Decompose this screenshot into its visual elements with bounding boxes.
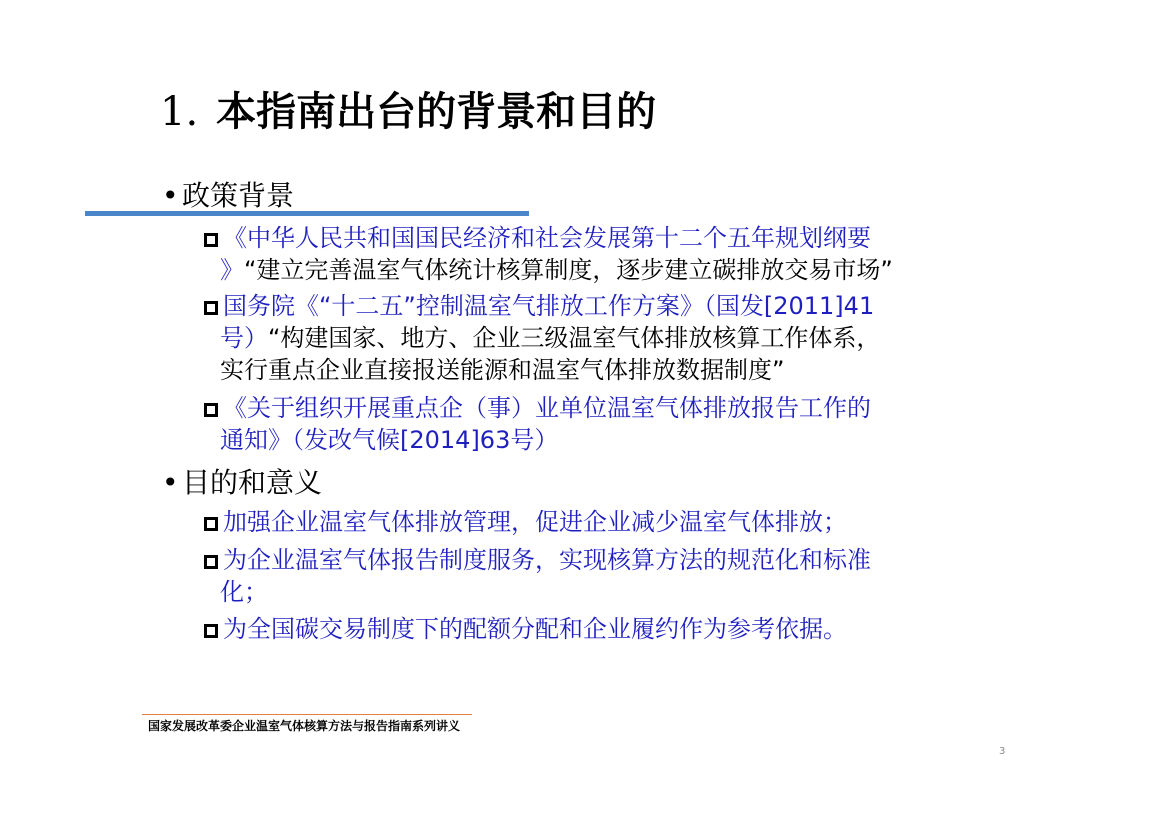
list-item-quote: “构建国家、地方、企业三级温室气体排放核算工作体系，: [268, 324, 881, 352]
list-item-strengthen-management: [204, 506, 847, 538]
square-bullet-icon: [204, 555, 218, 569]
list-item-carbon-trading: [204, 613, 847, 645]
title-underline-bar: [85, 211, 529, 216]
list-item-line: 通知》（发改气候[2014]63号）: [220, 426, 559, 454]
title-text: 本指南出台的背景和目的: [216, 88, 657, 135]
square-bullet-icon: [204, 233, 218, 247]
section-heading-purpose: [162, 465, 322, 501]
list-item-notice-2014: [204, 392, 871, 456]
section-heading-text: 目的和意义: [182, 466, 323, 499]
list-item-quote: “建立完善温室气体统计核算制度，逐步建立碳排放交易市场”: [244, 256, 893, 284]
square-bullet-icon: [204, 403, 218, 417]
square-bullet-icon: [204, 301, 218, 315]
title-number: 1.: [160, 89, 199, 135]
list-item-line: 为企业温室气体报告制度服务，实现核算方法的规范化和标准: [223, 546, 871, 574]
list-item-line: 为全国碳交易制度下的配额分配和企业履约作为参考依据。: [223, 615, 847, 643]
square-bullet-icon: [204, 517, 218, 531]
section-heading-text: 政策背景: [182, 179, 295, 212]
list-item-line: 《关于组织开展重点企（事）业单位温室气体排放报告工作的: [223, 394, 871, 422]
list-item-line: 化；: [220, 578, 268, 606]
footer-series-title: 国家发展改革委企业温室气体核算方法与报告指南系列讲义: [148, 719, 461, 733]
bullet-dot: •: [162, 179, 179, 212]
list-item-reporting-service: [204, 544, 871, 608]
slide-title: [160, 86, 656, 138]
list-item-five-year-plan: [204, 222, 893, 286]
footer-divider: [142, 714, 472, 715]
section-heading-policy-background: [162, 178, 294, 214]
list-item-line: 号）: [220, 324, 268, 352]
list-item-line: 《中华人民共和国国民经济和社会发展第十二个五年规划纲要: [223, 224, 871, 252]
list-item-line: 》: [220, 256, 244, 284]
bullet-dot: •: [162, 466, 179, 499]
square-bullet-icon: [204, 624, 218, 638]
page-number: 3: [999, 746, 1006, 757]
list-item-quote: 实行重点企业直接报送能源和温室气体排放数据制度”: [220, 356, 785, 384]
list-item-state-council-plan: [204, 290, 880, 386]
list-item-line: 国务院《“十二五”控制温室气排放工作方案》（国发[2011]41: [223, 292, 875, 320]
list-item-line: 加强企业温室气体排放管理，促进企业减少温室气体排放；: [223, 508, 847, 536]
